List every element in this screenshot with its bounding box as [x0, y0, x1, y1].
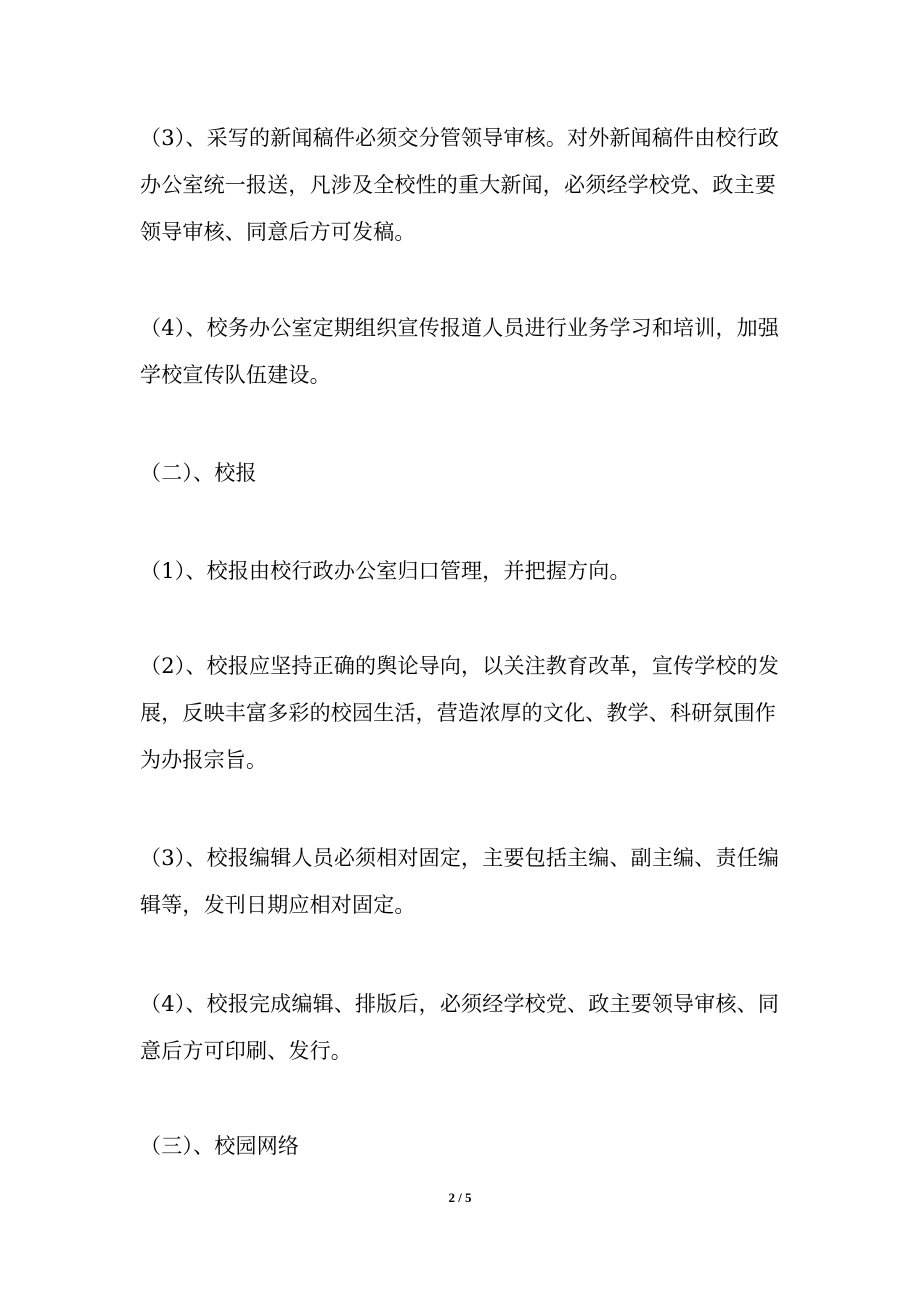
paragraph-paper-editors: （3）、校报编辑人员必须相对固定，主要包括主编、副主编、责任编辑等，发刊日期应相对固定。 — [140, 846, 780, 917]
page-number: 2 / 5 — [448, 1190, 472, 1205]
paragraph-paper-guidance: （2）、校报应坚持正确的舆论导向，以关注教育改革，宣传学校的发展，反映丰富多彩的校园生活，营造浓厚的文化、教学、科研氛围作为办报宗旨。 — [140, 654, 780, 772]
paragraph-paper-management: （1）、校报由校行政办公室归口管理，并把握方向。 — [140, 559, 631, 583]
paragraph-training: （4）、校务办公室定期组织宣传报道人员进行业务学习和培训，加强学校宣传队伍建设。 — [140, 316, 780, 387]
section-heading-school-paper: （二）、校报 — [140, 461, 257, 485]
section-heading-campus-network: （三）、校园网络 — [140, 1134, 300, 1158]
paragraph-news-review: （3）、采写的新闻稿件必须交分管领导审核。对外新闻稿件由校行政办公室统一报送，凡涉及全校性的重大新闻，必须经学校党、政主要领导审核、同意后方可发稿。 — [140, 126, 780, 244]
paragraph-paper-approval: （4）、校报完成编辑、排版后，必须经学校党、政主要领导审核、同意后方可印刷、发行。 — [140, 992, 780, 1063]
